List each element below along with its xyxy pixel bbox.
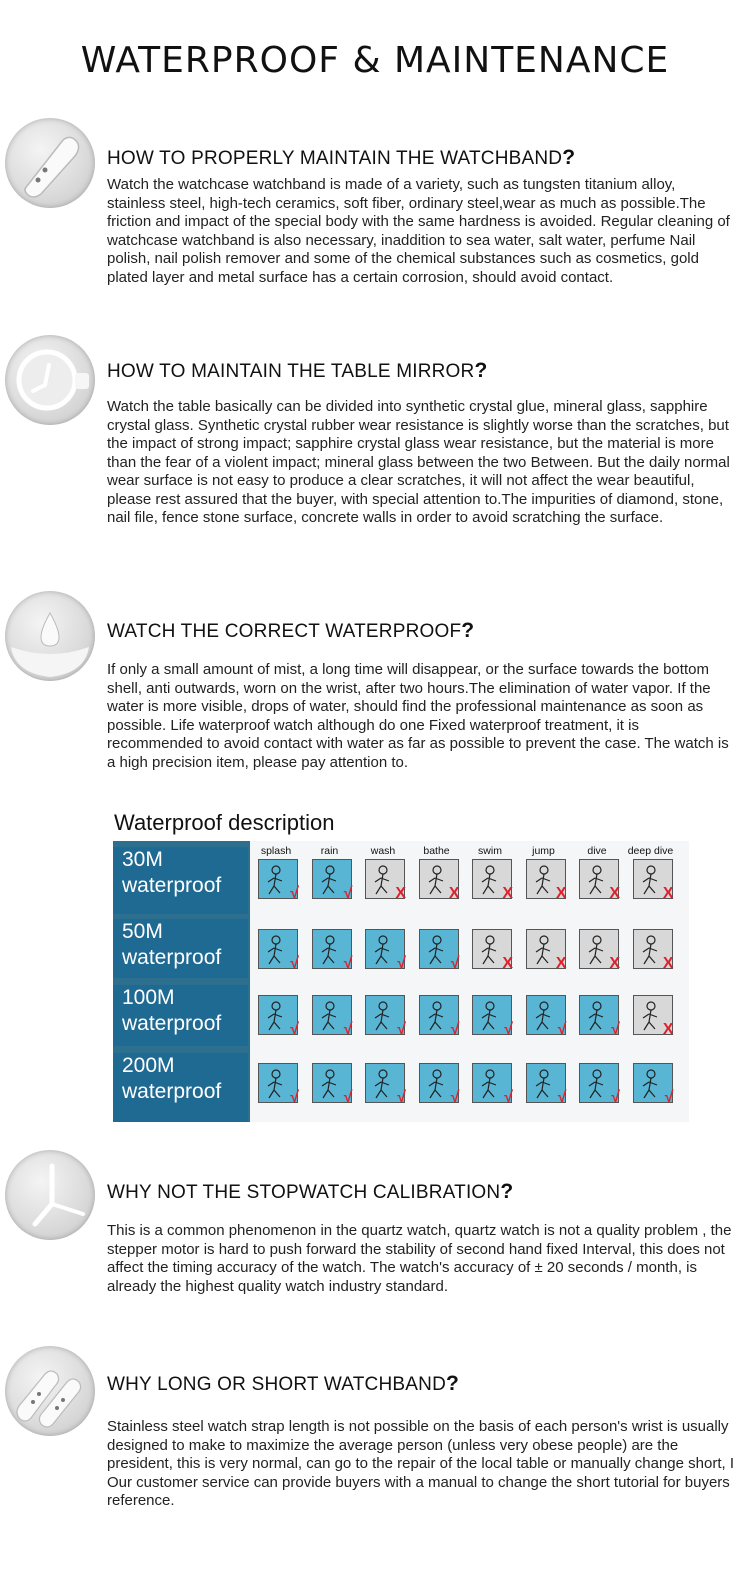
activity-cell xyxy=(579,1063,620,1106)
not-allowed-x-icon: X xyxy=(395,885,406,902)
activity-cell xyxy=(258,1063,299,1106)
not-allowed-x-icon: X xyxy=(448,885,460,902)
watchband-icon xyxy=(5,118,95,208)
activity-cell xyxy=(472,859,513,902)
depth-rating: 50M xyxy=(122,920,163,943)
allowed-check-icon: √ xyxy=(397,1089,406,1106)
section-body: If only a small amount of mist, a long time will disappear, or the surface towards the bottom shell, anti outwards, worn on the wrist, after two hours.The elimination of water vapor. If the water is more visible, drops of water, should find the professional maintenance as soon as possible. Life waterproof watch although do one Fixed waterproof treatment, it is recommended to avoid contact with water as far as possible to prevent the case. The watch is a high precision item, please pay attention to. xyxy=(107,661,729,771)
section-heading: WHY NOT THE STOPWATCH CALIBRATION? xyxy=(107,1180,514,1203)
activity-cell xyxy=(312,1063,353,1106)
not-allowed-x-icon: X xyxy=(502,955,513,972)
allowed-check-icon: √ xyxy=(343,1021,353,1038)
not-allowed-x-icon: X xyxy=(662,955,674,972)
activity-cell xyxy=(258,859,299,902)
activity-header-bathe: bathe xyxy=(423,845,450,857)
activity-cell xyxy=(365,859,406,902)
waterproof-rating-label xyxy=(113,985,248,1046)
page-title: WATERPROOF & MAINTENANCE xyxy=(80,40,670,81)
waterproof-rating-label xyxy=(113,1053,248,1122)
allowed-check-icon: √ xyxy=(290,885,299,902)
activity-cell xyxy=(312,859,353,902)
allowed-check-icon: √ xyxy=(611,1089,620,1106)
activity-header-swim: swim xyxy=(478,845,502,857)
waterproof-word: waterproof xyxy=(122,1080,222,1103)
not-allowed-x-icon: X xyxy=(555,955,567,972)
waterproof-description-title: Waterproof description xyxy=(114,810,335,835)
activity-cell xyxy=(419,859,460,902)
activity-header-splash: splash xyxy=(260,845,292,857)
water-drop-icon xyxy=(5,591,95,681)
allowed-check-icon: √ xyxy=(504,1089,513,1106)
section-body: Watch the table basically can be divided into synthetic crystal glue, mineral glass, sapphire crystal glass. Synthetic crystal rubber wear resistance is slightly worse than the scratches, but the impact of strong impact; sapphire crystal glass wear resistance, but the material is more than the fear of a violent impact; mineral glass between the two Between. But the daily normal wear surface is not easy to produce a clear scratches, it will not affect the wear beautiful, please rest assured that the buyer, with special attention to.The impurities of diamond, stone, nail file, fence stone surface, concrete walls in order to avoid scratching the surface. xyxy=(107,398,730,526)
not-allowed-x-icon: X xyxy=(555,885,567,902)
allowed-check-icon: √ xyxy=(450,1089,460,1106)
activity-cell xyxy=(419,929,460,972)
allowed-check-icon: √ xyxy=(397,955,406,972)
activity-cell xyxy=(258,929,299,972)
waterproof-rating-label xyxy=(113,847,248,914)
activity-header-jump: jump xyxy=(532,845,555,857)
activity-cell xyxy=(633,859,674,902)
activity-cell xyxy=(472,995,513,1038)
waterproof-word: waterproof xyxy=(122,1012,222,1035)
activity-cell xyxy=(312,995,353,1038)
allowed-check-icon: √ xyxy=(611,1021,620,1038)
allowed-check-icon: √ xyxy=(450,1021,460,1038)
section-body: Stainless steel watch strap length is not possible on the basis of each person's wrist is usually designed to make to maximize the average person (unless very obese people) are the president, this is very normal, can go to the repair of the local table or manually change short, I Our customer service can provide buyers with a manual to change the short tutorial for buyers reference. xyxy=(107,1418,734,1509)
strap-links-icon xyxy=(5,1346,95,1436)
depth-rating: 200M xyxy=(122,1054,175,1077)
section-body: This is a common phenomenon in the quartz watch, quartz watch is not a quality problem , the stepper motor is hard to push forward the stability of second hand fixed Interval, this does not affect the timing accuracy of the watch. The watch's accuracy of ± 20 seconds / month, is already the highest quality watch industry standard. xyxy=(107,1222,732,1295)
watch-face-icon xyxy=(5,335,95,425)
activity-cell xyxy=(633,929,674,972)
allowed-check-icon: √ xyxy=(397,1021,406,1038)
activity-header-dive: dive xyxy=(587,845,607,857)
depth-rating: 100M xyxy=(122,986,175,1009)
activity-cell xyxy=(579,859,620,902)
activity-header-rain: rain xyxy=(320,845,339,857)
activity-cell xyxy=(312,929,353,972)
allowed-check-icon: √ xyxy=(557,1021,567,1038)
not-allowed-x-icon: X xyxy=(502,885,513,902)
activity-cell xyxy=(633,1063,674,1106)
activity-cell xyxy=(472,1063,513,1106)
allowed-check-icon: √ xyxy=(290,955,299,972)
waterproof-word: waterproof xyxy=(122,874,222,897)
activity-cell xyxy=(258,995,299,1038)
depth-rating: 30M xyxy=(122,848,163,871)
section-body: Watch the watchcase watchband is made of a variety, such as tungsten titanium alloy, stainless steel, high-tech ceramics, soft fiber, ordinary steel,wear as much as possible.The friction and impact of the special body with the same hardness is avoided. Regular cleaning of watchcase watchband is also necessary, inaddition to sea water, salt water, perfume Nail polish, nail polish remover and some of the chemical substances such as cosmetics, gold plated layer and metal surface has a certain corrosion, should avoid contact. xyxy=(107,176,730,286)
allowed-check-icon: √ xyxy=(343,1089,353,1106)
allowed-check-icon: √ xyxy=(557,1089,567,1106)
section-heading: WHY LONG OR SHORT WATCHBAND? xyxy=(107,1372,460,1395)
activity-cell xyxy=(633,995,674,1038)
activity-cell xyxy=(365,929,406,972)
activity-cell xyxy=(419,1063,460,1106)
section-heading: HOW TO MAINTAIN THE TABLE MIRROR? xyxy=(107,359,488,382)
activity-cell xyxy=(526,859,567,902)
waterproof-table xyxy=(113,841,689,1122)
waterproof-rating-label xyxy=(113,919,248,978)
activity-cell xyxy=(472,929,513,972)
not-allowed-x-icon: X xyxy=(609,955,620,972)
activity-cell xyxy=(579,995,620,1038)
section-heading: HOW TO PROPERLY MAINTAIN THE WATCHBAND? xyxy=(107,146,576,169)
allowed-check-icon: √ xyxy=(504,1021,513,1038)
not-allowed-x-icon: X xyxy=(662,885,674,902)
activity-cell xyxy=(365,1063,406,1106)
clock-hands-icon xyxy=(5,1150,95,1240)
allowed-check-icon: √ xyxy=(290,1089,299,1106)
waterproof-grid xyxy=(250,841,689,1122)
allowed-check-icon: √ xyxy=(343,885,353,902)
waterproof-word: waterproof xyxy=(122,946,222,969)
activity-cell xyxy=(526,995,567,1038)
activity-cell xyxy=(419,995,460,1038)
activity-header-wash: wash xyxy=(370,845,396,857)
activity-cell xyxy=(365,995,406,1038)
section-heading: WATCH THE CORRECT WATERPROOF? xyxy=(107,619,475,642)
not-allowed-x-icon: X xyxy=(662,1021,674,1038)
allowed-check-icon: √ xyxy=(290,1021,299,1038)
activity-cell xyxy=(526,1063,567,1106)
activity-header-deep-dive: deep dive xyxy=(627,845,674,857)
not-allowed-x-icon: X xyxy=(609,885,620,902)
allowed-check-icon: √ xyxy=(343,955,353,972)
allowed-check-icon: √ xyxy=(664,1089,674,1106)
allowed-check-icon: √ xyxy=(450,955,460,972)
activity-cell xyxy=(579,929,620,972)
activity-cell xyxy=(526,929,567,972)
